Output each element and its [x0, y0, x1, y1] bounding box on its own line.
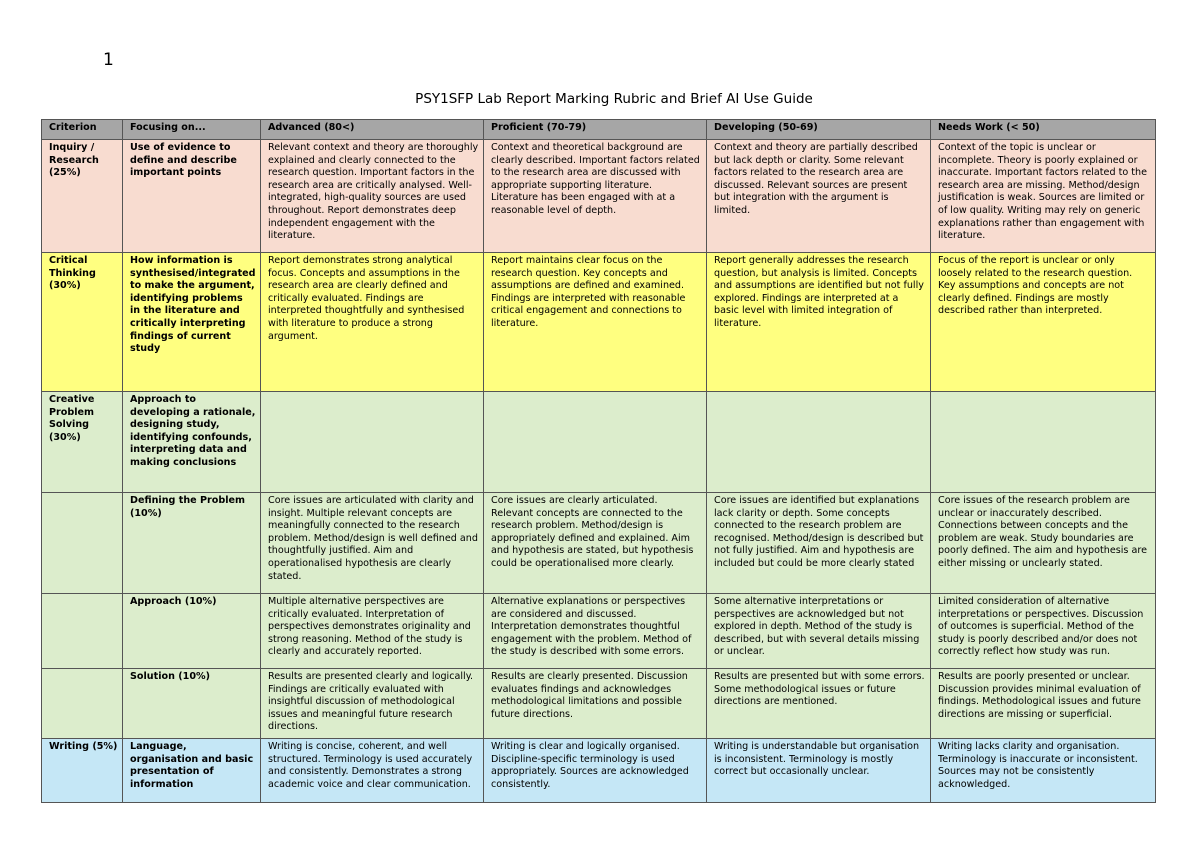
proficient-cell [484, 392, 707, 493]
developing-cell: Context and theory are partially described but lack depth or clarity. Some relevant factors related to the research area are discussed. Relevant sources are present but integration with the argument is limited. [707, 140, 931, 253]
proficient-cell: Results are clearly presented. Discussion evaluates findings and acknowledges methodological limitations and possible future directions. [484, 669, 707, 739]
criterion-cell [42, 594, 123, 669]
proficient-cell: Writing is clear and logically organised. Discipline-specific terminology is used appropriately. Sources are acknowledged consistently. [484, 739, 707, 803]
table-row [42, 739, 1156, 803]
table-row [42, 392, 1156, 493]
developing-cell: Results are presented but with some errors. Some methodological issues or future directions are mentioned. [707, 669, 931, 739]
advanced-cell: Multiple alternative perspectives are critically evaluated. Interpretation of perspectives demonstrates originality and strong reasoning. Method of the study is clearly and accurately reported. [261, 594, 484, 669]
proficient-cell: Alternative explanations or perspectives are considered and discussed. Interpretation demonstrates thoughtful engagement with the problem. Method of the study is described with some errors. [484, 594, 707, 669]
focus-cell: Use of evidence to define and describe important points [123, 140, 261, 253]
advanced-cell: Writing is concise, coherent, and well structured. Terminology is used accurately and consistently. Demonstrates a strong academic voice and clear communication. [261, 739, 484, 803]
developing-cell: Writing is understandable but organisation is inconsistent. Terminology is mostly correct but occasionally unclear. [707, 739, 931, 803]
table-row [42, 140, 1156, 253]
header-row [42, 120, 1156, 140]
proficient-cell: Context and theoretical background are clearly described. Important factors related to the research area are discussed with appropriate supporting literature. Literature has been engaged with at a reasonable level of depth. [484, 140, 707, 253]
focus-cell: How information is synthesised/integrated to make the argument, identifying problems in the literature and critically interpreting findings of current study [123, 253, 261, 392]
header-needs-work: Needs Work (< 50) [931, 120, 1156, 140]
table-row [42, 594, 1156, 669]
header-advanced: Advanced (80<) [261, 120, 484, 140]
proficient-cell: Report maintains clear focus on the research question. Key concepts and assumptions are defined and examined. Findings are interpreted with reasonable critical engagement and connections to literature. [484, 253, 707, 392]
advanced-cell: Results are presented clearly and logically. Findings are critically evaluated with insightful discussion of methodological issues and meaningful future research directions. [261, 669, 484, 739]
developing-cell [707, 392, 931, 493]
header-focusing-on: Focusing on... [123, 120, 261, 140]
header-criterion: Criterion [42, 120, 123, 140]
needs-work-cell [931, 392, 1156, 493]
criterion-cell: Writing (5%) [42, 739, 123, 803]
criterion-cell [42, 493, 123, 594]
needs-work-cell: Results are poorly presented or unclear. Discussion provides minimal evaluation of findings. Methodological issues and future directions are missing or superficial. [931, 669, 1156, 739]
document-title: PSY1SFP Lab Report Marking Rubric and Brief AI Use Guide [415, 91, 813, 107]
criterion-cell: Creative Problem Solving (30%) [42, 392, 123, 493]
advanced-cell: Report demonstrates strong analytical focus. Concepts and assumptions in the research area are clearly defined and critically evaluated. Findings are interpreted thoughtfully and synthesised with literature to produce a strong argument. [261, 253, 484, 392]
developing-cell: Report generally addresses the research question, but analysis is limited. Concepts and assumptions are identified but not fully explored. Findings are interpreted at a basic level with limited integration of literature. [707, 253, 931, 392]
criterion-cell: Critical Thinking (30%) [42, 253, 123, 392]
needs-work-cell: Limited consideration of alternative interpretations or perspectives. Discussion of outcomes is superficial. Method of the study is poorly described and/or does not correctly reflect how study was run. [931, 594, 1156, 669]
advanced-cell [261, 392, 484, 493]
header-developing: Developing (50-69) [707, 120, 931, 140]
table-row [42, 493, 1156, 594]
criterion-cell [42, 669, 123, 739]
proficient-cell: Core issues are clearly articulated. Relevant concepts are connected to the research problem. Method/design is appropriately defined and explained. Aim and hypothesis are stated, but hypothesis could be operationalised more clearly. [484, 493, 707, 594]
advanced-cell: Relevant context and theory are thoroughly explained and clearly connected to the research question. Important factors in the research area are critically analysed. Well-integrated, high-quality sources are used throughout. Report demonstrates deep independent engagement with the literature. [261, 140, 484, 253]
page-number: 1 [103, 50, 114, 70]
needs-work-cell: Writing lacks clarity and organisation. Terminology is inaccurate or inconsistent. Sources may not be consistently acknowledged. [931, 739, 1156, 803]
marking-rubric-table [41, 119, 1156, 803]
needs-work-cell: Context of the topic is unclear or incomplete. Theory is poorly explained or inaccurate. Important factors related to the research area are missing. Method/design justification is weak. Sources are limited or of low quality. Writing may rely on generic explanations rather than engagement with literature. [931, 140, 1156, 253]
developing-cell: Some alternative interpretations or perspectives are acknowledged but not explored in depth. Method of the study is described, but with several details missing or unclear. [707, 594, 931, 669]
needs-work-cell: Focus of the report is unclear or only loosely related to the research question. Key assumptions and concepts are not clearly defined. Findings are mostly described rather than interpreted. [931, 253, 1156, 392]
developing-cell: Core issues are identified but explanations lack clarity or depth. Some concepts connected to the research problem are recognised. Method/design is described but not fully justified. Aim and hypothesis are included but could be more clearly stated [707, 493, 931, 594]
focus-cell: Solution (10%) [123, 669, 261, 739]
table-row [42, 669, 1156, 739]
needs-work-cell: Core issues of the research problem are unclear or inaccurately described. Connections between concepts and the problem are weak. Study boundaries are poorly defined. The aim and hypothesis are either missing or unclearly stated. [931, 493, 1156, 594]
header-proficient: Proficient (70-79) [484, 120, 707, 140]
criterion-cell: Inquiry / Research (25%) [42, 140, 123, 253]
focus-cell: Defining the Problem (10%) [123, 493, 261, 594]
advanced-cell: Core issues are articulated with clarity and insight. Multiple relevant concepts are meaningfully connected to the research problem. Method/design is well defined and thoughtfully justified. Aim and operationalised hypothesis are clearly stated. [261, 493, 484, 594]
focus-cell: Language, organisation and basic presentation of information [123, 739, 261, 803]
focus-cell: Approach (10%) [123, 594, 261, 669]
table-row [42, 253, 1156, 392]
focus-cell: Approach to developing a rationale, designing study, identifying confounds, interpreting data and making conclusions [123, 392, 261, 493]
